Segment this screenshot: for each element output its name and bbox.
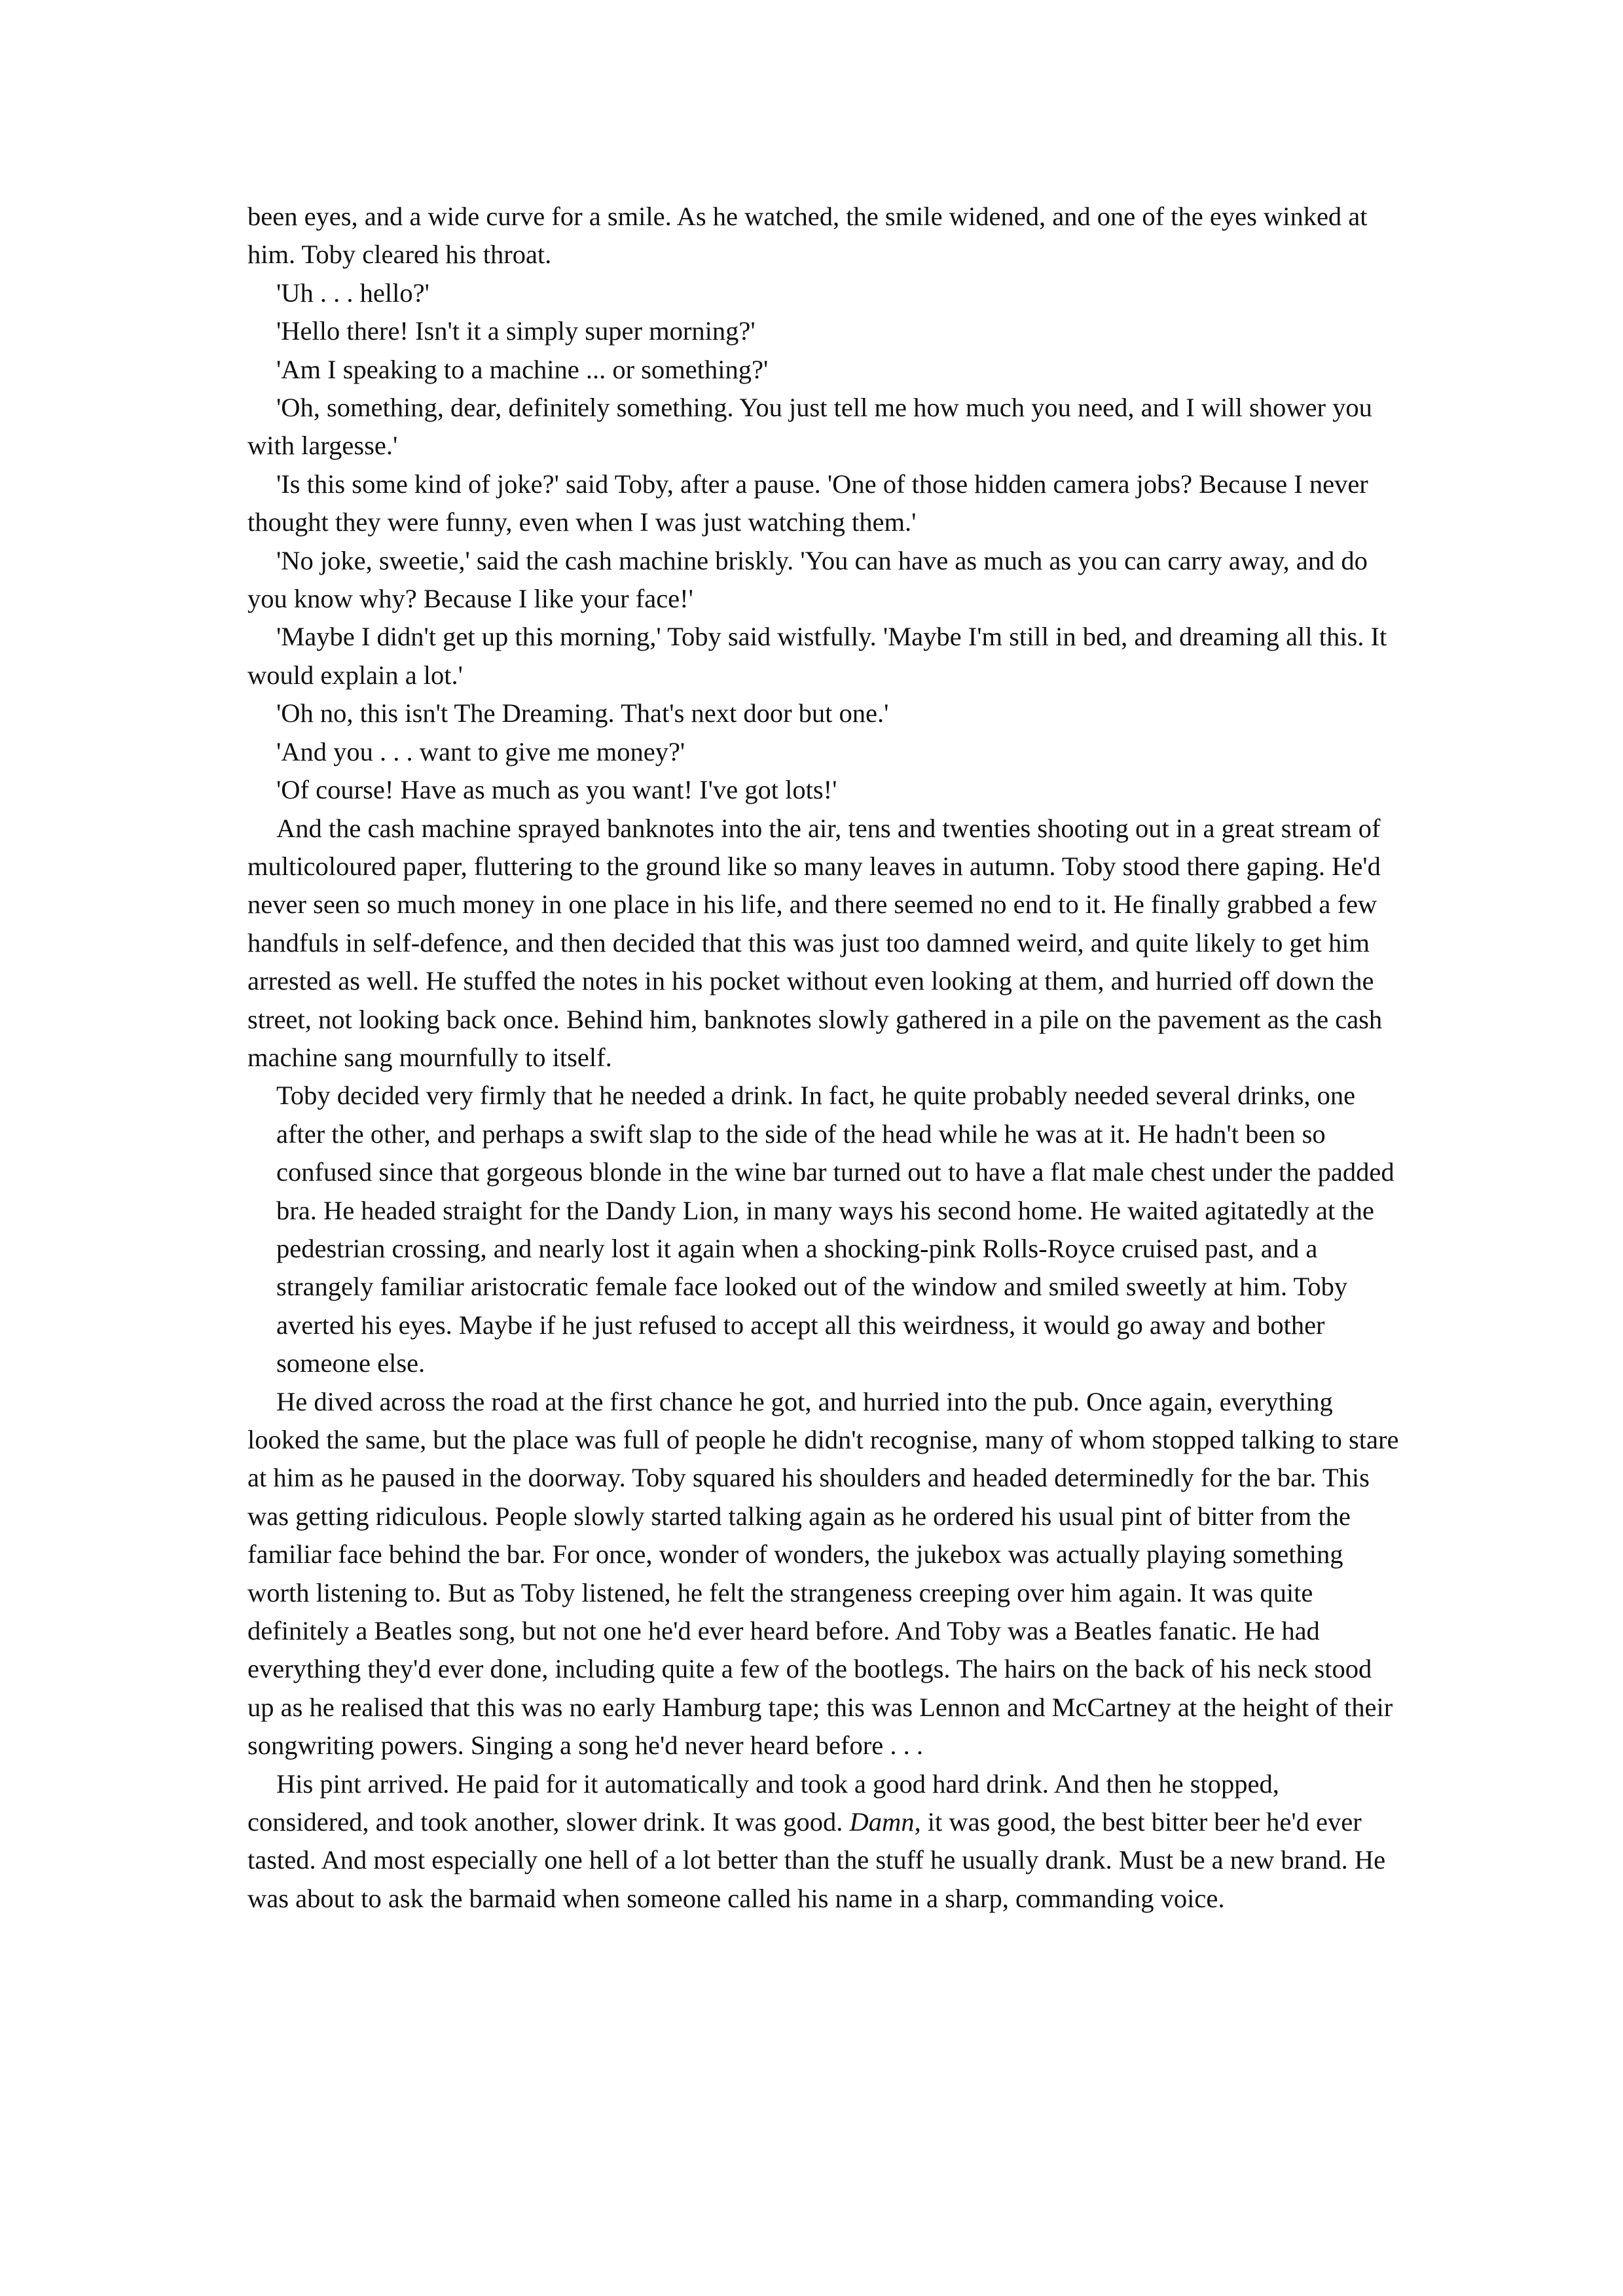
paragraph-13: Toby decided very firmly that he needed a drink. In fact, he quite probably needed several drinks, one after the other, and perhaps a swift slap to the side of the head while he was at it. He hadn't been so confused since that gorgeous blonde in the wine bar turned out to have a flat male chest under the padded bra. He headed straight for the Dandy Lion, in many ways his second home. He waited agitatedly at the pedestrian crossing, and nearly lost it again when a shocking-pink Rolls-Royce cruised past, and a strangely familiar aristocratic female face looked out of the window and smiled sweetly at him. Toby averted his eyes. Maybe if he just refused to accept all this weirdness, it would go away and bother someone else. [276, 1081, 1395, 1378]
paragraph-7: 'No joke, sweetie,' said the cash machine briskly. 'You can have as much as you can carry away, and do you know why? Because I like your face!' [247, 545, 1368, 614]
paragraph-15 [247, 1765, 1400, 1918]
paragraph-11: 'Of course! Have as much as you want! I've got lots!' [276, 775, 837, 805]
paragraph-5: 'Oh, something, dear, definitely something. You just tell me how much you need, and I will shower you with largesse.' [247, 393, 1372, 461]
paragraph-15-emphasis: Damn, [849, 1807, 921, 1837]
paragraph-12: And the cash machine sprayed banknotes into the air, tens and twenties shooting out in a great stream of multicoloured paper, fluttering to the ground like so many leaves in autumn. Toby stood there gaping. He'd never seen so much money in one place in his life, and there seemed no end to it. He finally grabbed a few handfuls in self-defence, and then decided that this was just too damned weird, and quite likely to get him arrested as well. He stuffed the notes in his pocket without even looking at them, and hurried off down the street, not looking back once. Behind him, banknotes slowly gathered in a pile on the pavement as the cash machine sang mournfully to itself. [247, 813, 1383, 1072]
paragraph-8: 'Maybe I didn't get up this morning,' Toby said wistfully. 'Maybe I'm still in bed, and dreaming all this. It would explain a lot.' [247, 622, 1387, 690]
paragraph-4: 'Am I speaking to a machine ... or something?' [276, 354, 769, 384]
page-body [247, 198, 1400, 1918]
paragraph-15-text-end: it was good, the best bitter beer he'd ever tasted. And most especially one hell of a lot better than the stuff he usually drank. Must be a new brand. He was about to ask the barmaid when someone called his name in a sharp, commanding voice. [247, 1807, 1386, 1913]
paragraph-1: been eyes, and a wide curve for a smile. As he watched, the smile widened, and one of the eyes winked at him. Toby cleared his throat. [247, 202, 1368, 270]
paragraph-10: 'And you . . . want to give me money?' [276, 736, 685, 766]
paragraph-3: 'Hello there! Isn't it a simply super morning?' [276, 316, 756, 346]
paragraph-2: 'Uh . . . hello?' [276, 278, 429, 308]
paragraph-6: 'Is this some kind of joke?' said Toby, after a pause. 'One of those hidden camera jobs? Because I never thought they were funny, even when I was just watching them.' [247, 469, 1368, 537]
paragraph-14: He dived across the road at the first chance he got, and hurried into the pub. Once again, everything looked the same, but the place was full of people he didn't recognise, many of whom stopped talking to stare at him as he paused in the doorway. Toby squared his shoulders and headed determinedly for the bar. This was getting ridiculous. People slowly started talking again as he ordered his usual pint of bitter from the familiar face behind the bar. For once, wonder of wonders, the jukebox was actually playing something worth listening to. But as Toby listened, he felt the strangeness creeping over him again. It was quite definitely a Beatles song, but not one he'd ever heard before. And Toby was a Beatles fanatic. He had everything they'd ever done, including quite a few of the bootlegs. The hairs on the back of his neck stood up as he realised that this was no early Hamburg tape; this was Lennon and McCartney at the height of their songwriting powers. Singing a song he'd never heard before . . . [247, 1386, 1399, 1761]
paragraph-9: 'Oh no, this isn't The Dreaming. That's next door but one.' [276, 698, 889, 728]
paragraph-15-text-start: His pint arrived. He paid for it automatically and took a good hard drink. And then he stopped, considered, and took another, slower drink. It was good. [247, 1768, 1279, 1837]
